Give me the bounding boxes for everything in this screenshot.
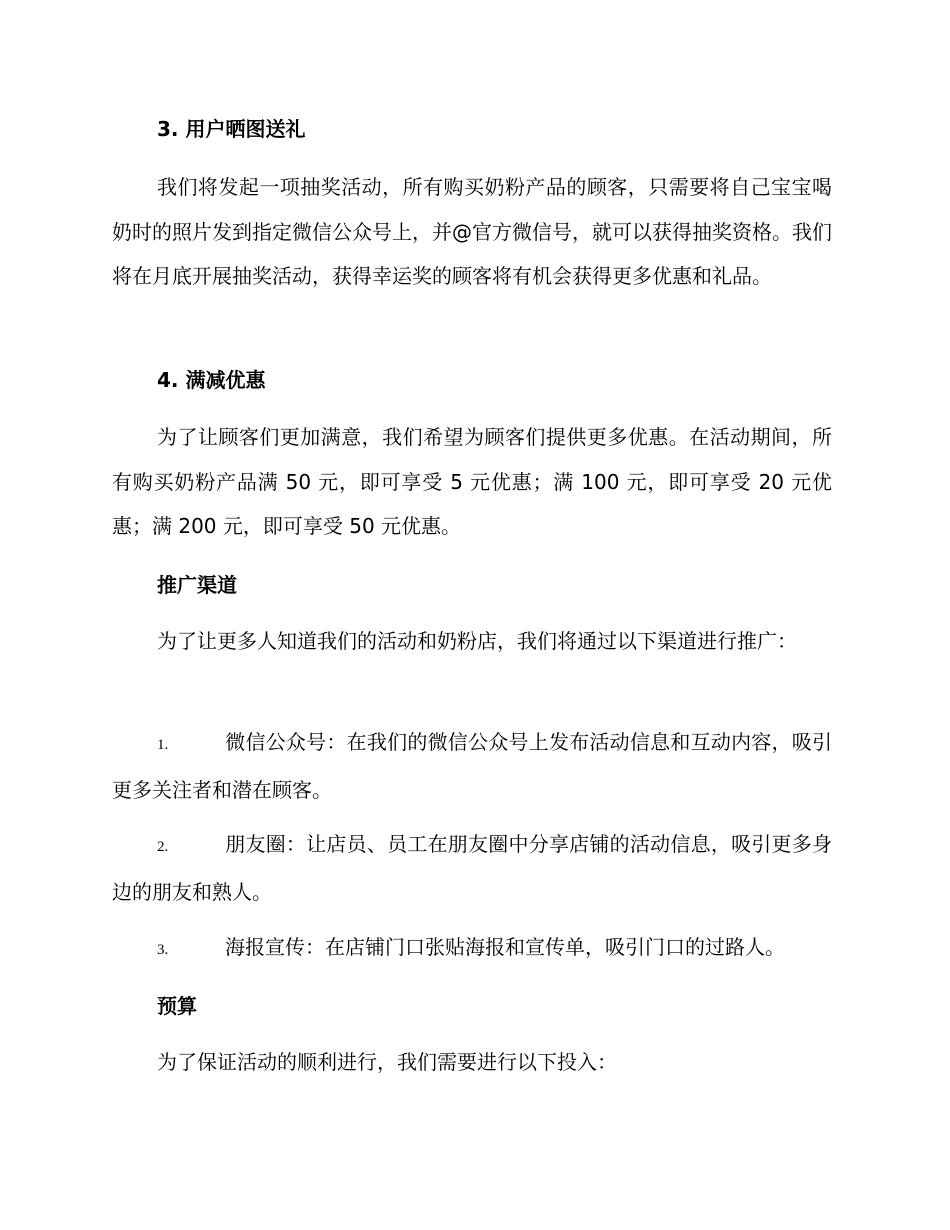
paragraph-user-photo-gift: 我们将发起一项抽奖活动，所有购买奶粉产品的顾客，只需要将自己宝宝喝奶时的照片发到指定微信公众号上，并@官方微信号，就可以获得抽奖资格。我们将在月底开展抽奖活动，获得幸运奖的顾客将有机会获得更多优惠和礼品。 — [112, 175, 832, 288]
section-heading-promotion-channels: 推广渠道 — [157, 573, 237, 597]
list-item-poster — [112, 925, 832, 973]
list-item-number: 1. — [157, 737, 169, 753]
paragraph-promotion-intro: 为了让更多人知道我们的活动和奶粉店，我们将通过以下渠道进行推广： — [157, 629, 797, 653]
paragraph-discount: 为了让顾客们更加满意，我们希望为顾客们提供更多优惠。在活动期间，所有购买奶粉产品满 50 元，即可享受 5 元优惠；满 100 元，即可享受 20 元优惠；满 200 元，即可享受 50 元优惠。 — [112, 425, 832, 538]
section-heading-budget: 预算 — [157, 994, 197, 1018]
list-item-text: 朋友圈：让店员、员工在朋友圈中分享店铺的活动信息，吸引更多身边的朋友和熟人。 — [112, 832, 832, 904]
list-item-text: 微信公众号：在我们的微信公众号上发布活动信息和互动内容，吸引更多关注者和潜在顾客。 — [112, 730, 832, 802]
list-item-text: 海报宣传：在店铺门口张贴海报和宣传单，吸引门口的过路人。 — [225, 935, 785, 959]
section-heading-user-photo-gift: 3. 用户晒图送礼 — [157, 117, 306, 141]
list-item-wechat — [112, 720, 832, 813]
section-heading-discount: 4. 满减优惠 — [157, 368, 266, 392]
list-item-number: 3. — [157, 942, 169, 958]
list-item-moments — [112, 822, 832, 915]
list-item-number: 2. — [157, 839, 169, 855]
paragraph-budget: 为了保证活动的顺利进行，我们需要进行以下投入： — [157, 1050, 617, 1074]
